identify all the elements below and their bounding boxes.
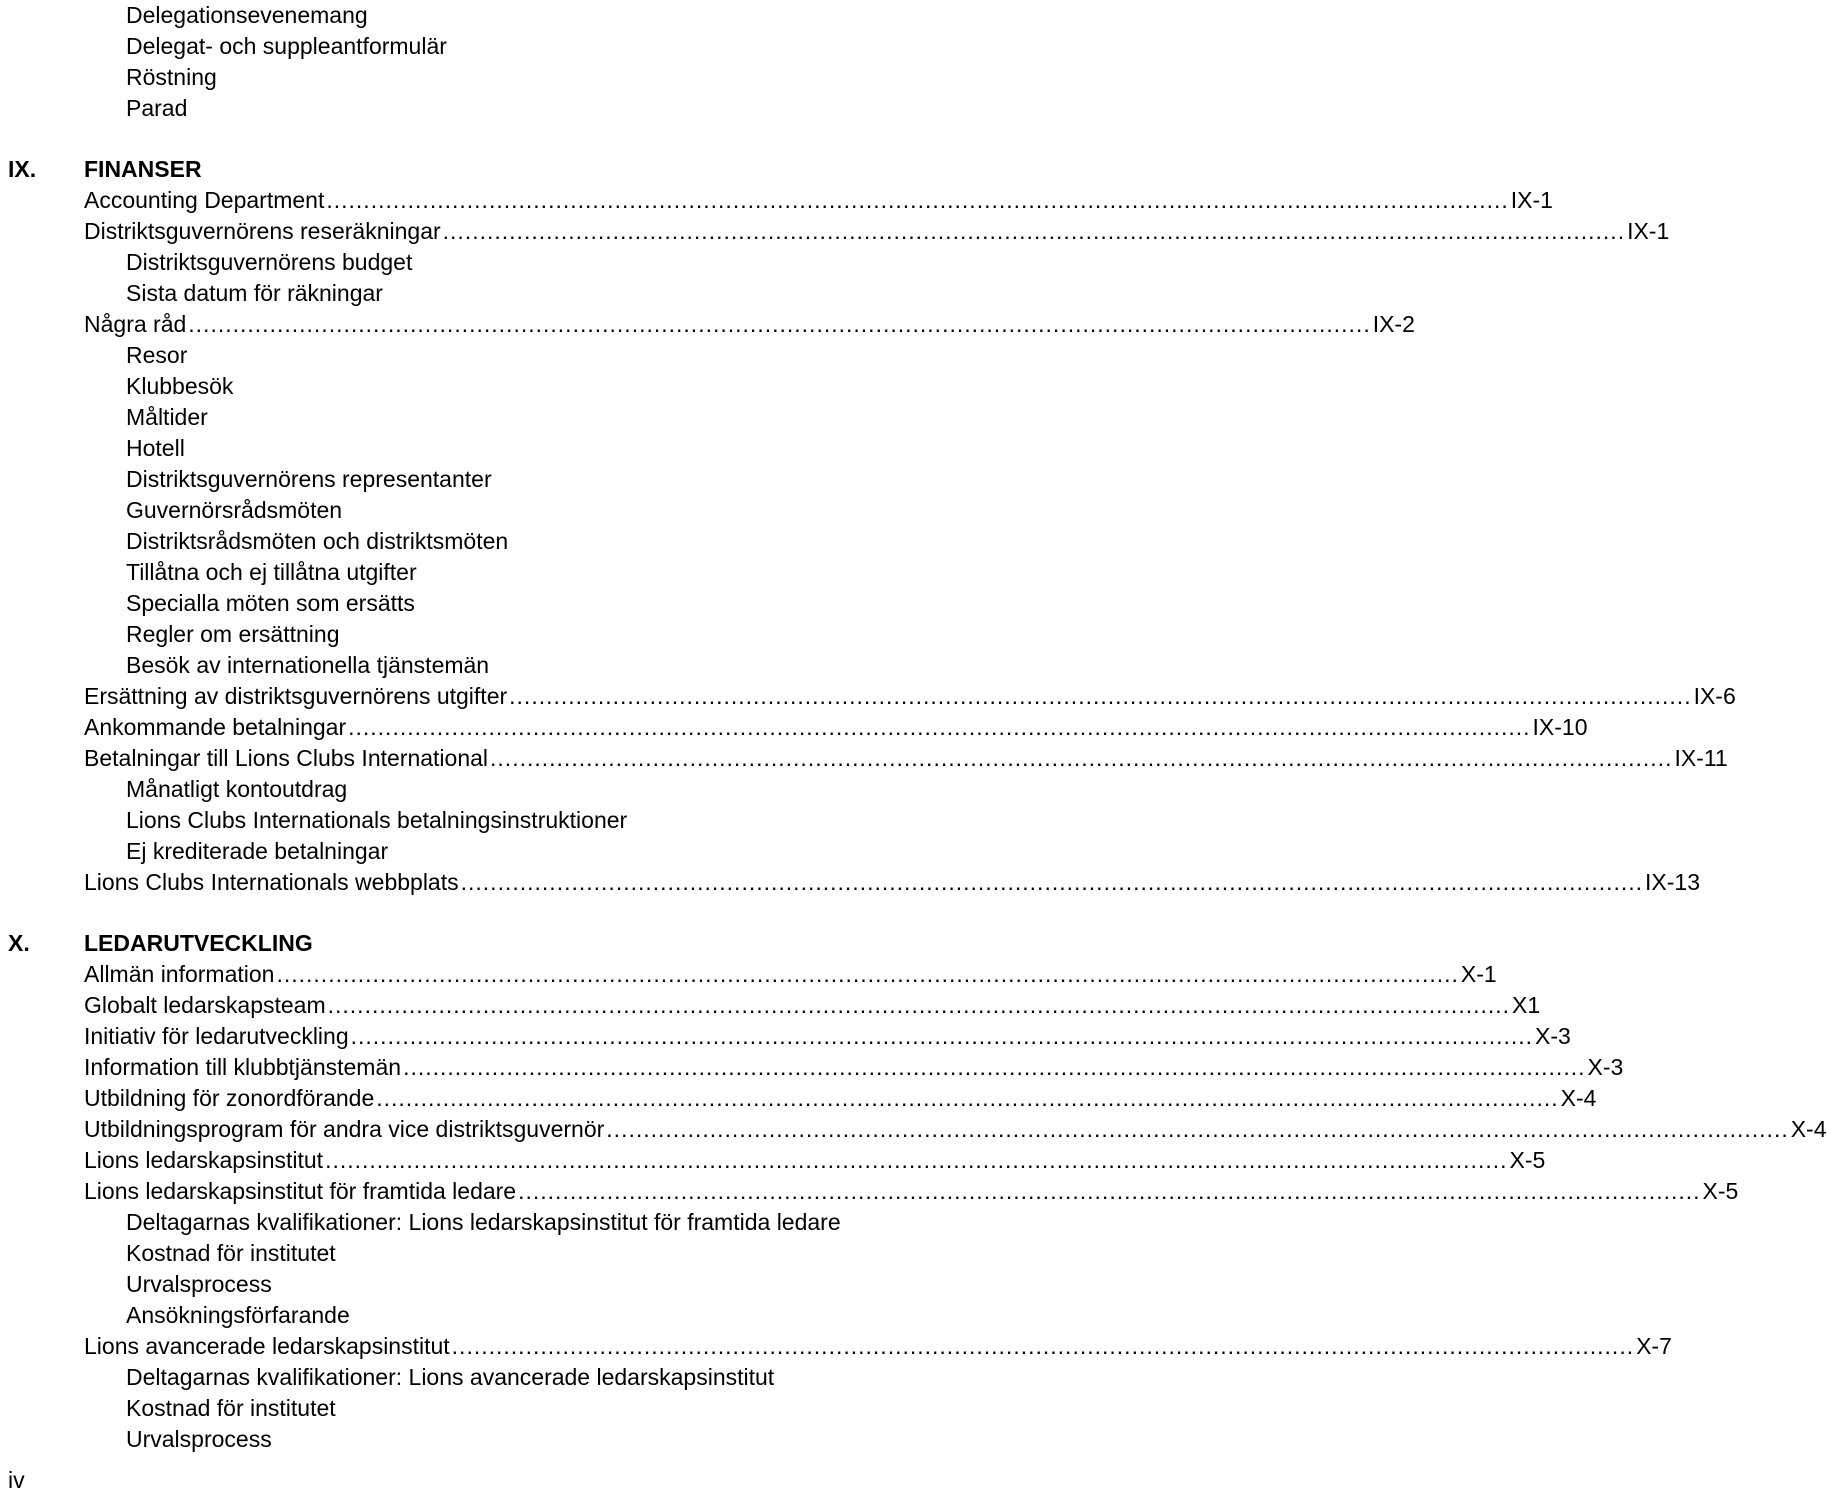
- toc-entry-label: Allmän information: [84, 961, 275, 987]
- toc-entry-label: Distriktsguvernörens reseräkningar: [84, 218, 441, 244]
- dot-leader: ................................................................................................................................................................: [606, 1116, 1789, 1142]
- toc-entry-label: Utbildningsprogram för andra vice distriktsguvernör: [84, 1116, 605, 1142]
- toc-entry-page: X1: [1512, 992, 1541, 1018]
- toc-entry-label: Utbildning för zonordförande: [84, 1085, 375, 1111]
- toc-subitem: Hotell: [126, 435, 185, 461]
- dot-leader: ................................................................................................................................................................: [348, 714, 1531, 740]
- toc-entry-page: X-5: [1509, 1147, 1546, 1173]
- toc-entry-page: X-1: [1460, 961, 1497, 987]
- toc-subitem: Månatligt kontoutdrag: [126, 776, 348, 802]
- toc-entry: [84, 1176, 1739, 1207]
- toc-entry: [84, 1083, 1597, 1114]
- toc-entry-page: IX-1: [1627, 218, 1670, 244]
- toc-entry-page: IX-2: [1372, 311, 1415, 337]
- toc-subitem: Röstning: [126, 64, 217, 90]
- toc-entry-label: Initiativ för ledarutveckling: [84, 1023, 349, 1049]
- toc-subitem: Distriktsguvernörens budget: [126, 249, 413, 275]
- toc-entry: [84, 867, 1701, 898]
- toc-entry: [84, 1331, 1672, 1362]
- toc-subitem: Deltagarnas kvalifikationer: Lions ledarskapsinstitut för framtida ledare: [126, 1209, 841, 1235]
- dot-leader: ................................................................................................................................................................: [518, 1178, 1701, 1204]
- toc-entry: [84, 185, 1553, 216]
- toc-entry: [84, 1052, 1624, 1083]
- dot-leader: ................................................................................................................................................................: [376, 1085, 1559, 1111]
- toc-subitem: Urvalsprocess: [126, 1426, 272, 1452]
- toc-entry-label: Betalningar till Lions Clubs International: [84, 745, 489, 771]
- toc-subitem: Urvalsprocess: [126, 1271, 272, 1297]
- dot-leader: ................................................................................................................................................................: [325, 1147, 1508, 1173]
- dot-leader: ................................................................................................................................................................: [403, 1054, 1586, 1080]
- toc-subitem: Tillåtna och ej tillåtna utgifter: [126, 559, 417, 585]
- toc-entry: [84, 712, 1588, 743]
- toc-entry-page: IX-10: [1532, 714, 1588, 740]
- dot-leader: ................................................................................................................................................................: [460, 869, 1644, 895]
- dot-leader: ................................................................................................................................................................: [509, 683, 1692, 709]
- toc-subitem: Resor: [126, 342, 188, 368]
- toc-entry-page: X-3: [1587, 1054, 1624, 1080]
- toc-subitem: Kostnad för institutet: [126, 1240, 336, 1266]
- toc-entry-page: X-4: [1560, 1085, 1597, 1111]
- toc-entry-label: Några råd: [84, 311, 187, 337]
- page-number: iv: [8, 1467, 25, 1493]
- section-number: X.: [8, 930, 30, 956]
- toc-subitem: Parad: [126, 95, 188, 121]
- toc-entry: [84, 1114, 1827, 1145]
- toc-entry-label: Lions avancerade ledarskapsinstitut: [84, 1333, 450, 1359]
- toc-subitem: Delegat- och suppleantformulär: [126, 33, 447, 59]
- toc-entry-label: Accounting Department: [84, 187, 325, 213]
- toc-entry: [84, 959, 1497, 990]
- dot-leader: ................................................................................................................................................................: [188, 311, 1371, 337]
- toc-subitem: Delegationsevenemang: [126, 2, 368, 28]
- toc-entry-label: Lions ledarskapsinstitut: [84, 1147, 324, 1173]
- dot-leader: ................................................................................................................................................................: [326, 187, 1509, 213]
- toc-subitem: Klubbesök: [126, 373, 234, 399]
- toc-entry-page: IX-1: [1510, 187, 1553, 213]
- toc-subitem: Besök av internationella tjänstemän: [126, 652, 490, 678]
- toc-subitem: Lions Clubs Internationals betalningsinstruktioner: [126, 807, 628, 833]
- dot-leader: ................................................................................................................................................................: [442, 218, 1626, 244]
- toc-subitem: Ej krediterade betalningar: [126, 838, 389, 864]
- toc-subitem: Regler om ersättning: [126, 621, 340, 647]
- toc-entry-page: IX-6: [1693, 683, 1736, 709]
- section-number: IX.: [8, 156, 37, 182]
- toc-entry: [84, 216, 1670, 247]
- dot-leader: ................................................................................................................................................................: [451, 1333, 1635, 1359]
- toc-entry-label: Globalt ledarskapsteam: [84, 992, 326, 1018]
- dot-leader: ................................................................................................................................................................: [490, 745, 1673, 771]
- section-title: FINANSER: [84, 156, 202, 182]
- toc-subitem: Distriktsrådsmöten och distriktsmöten: [126, 528, 509, 554]
- toc-entry-page: X-4: [1790, 1116, 1827, 1142]
- toc-entry: [84, 1021, 1571, 1052]
- toc-entry-page: IX-11: [1674, 745, 1728, 771]
- toc-subitem: Ansökningsförfarande: [126, 1302, 350, 1328]
- toc-entry-page: X-7: [1636, 1333, 1672, 1359]
- toc-subitem: Distriktsguvernörens representanter: [126, 466, 492, 492]
- toc-entry-label: Information till klubbtjänstemän: [84, 1054, 402, 1080]
- toc-entry: [84, 1145, 1546, 1176]
- toc-entry: [84, 681, 1736, 712]
- toc-entry-page: IX-13: [1645, 869, 1701, 895]
- toc-entry-label: Ankommande betalningar: [84, 714, 347, 740]
- toc-entry: [84, 309, 1415, 340]
- dot-leader: ................................................................................................................................................................: [276, 961, 1459, 987]
- dot-leader: ................................................................................................................................................................: [350, 1023, 1534, 1049]
- toc-entry: [84, 990, 1541, 1021]
- toc-entry-label: Lions Clubs Internationals webbplats: [84, 869, 459, 895]
- toc-entry: [84, 743, 1728, 774]
- section-title: LEDARUTVECKLING: [84, 930, 313, 956]
- dot-leader: ................................................................................................................................................................: [327, 992, 1511, 1018]
- toc-subitem: Sista datum för räkningar: [126, 280, 383, 306]
- toc-entry-page: X-5: [1702, 1178, 1739, 1204]
- toc-entry-label: Ersättning av distriktsguvernörens utgifter: [84, 683, 508, 709]
- toc-entry-label: Lions ledarskapsinstitut för framtida ledare: [84, 1178, 517, 1204]
- toc-subitem: Guvernörsrådsmöten: [126, 497, 343, 523]
- toc-subitem: Måltider: [126, 404, 208, 430]
- toc-subitem: Kostnad för institutet: [126, 1395, 336, 1421]
- toc-subitem: Specialla möten som ersätts: [126, 590, 415, 616]
- toc-subitem: Deltagarnas kvalifikationer: Lions avancerade ledarskapsinstitut: [126, 1364, 775, 1390]
- toc-entry-page: X-3: [1535, 1023, 1571, 1049]
